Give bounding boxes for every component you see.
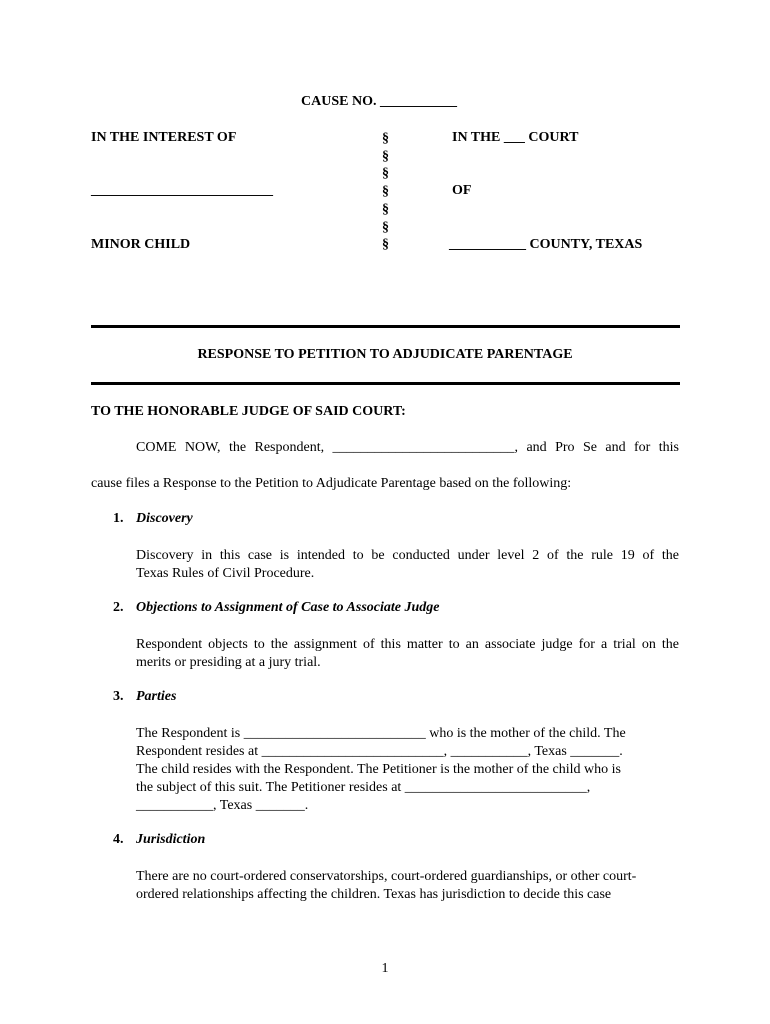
caption-of: OF	[452, 183, 472, 198]
section-heading-jurisdiction: Jurisdiction	[136, 832, 206, 847]
body-line: Texas Rules of Civil Procedure.	[136, 566, 315, 581]
title-rule-bottom	[91, 382, 680, 385]
caption-party-blank: __________________________	[91, 183, 273, 198]
body-line: Respondent objects to the assignment of this matter to an associate judge for a trial on the	[136, 637, 679, 652]
document-title: RESPONSE TO PETITION TO ADJUDICATE PARENTAGE	[197, 347, 573, 362]
caption-minor-child: MINOR CHILD	[91, 237, 191, 252]
salutation: TO THE HONORABLE JUDGE OF SAID COURT:	[91, 404, 406, 419]
section-body-objections	[136, 636, 679, 672]
caption-interest-of: IN THE INTEREST OF	[91, 130, 237, 145]
section-body-parties	[136, 725, 679, 815]
caption-court: IN THE ___ COURT	[452, 130, 579, 145]
body-line: ___________, Texas _______.	[136, 798, 309, 813]
body-line: merits or presiding at a jury trial.	[136, 655, 321, 670]
body-line: The Respondent is __________________________ who is the mother of the child. The	[136, 726, 626, 741]
intro-line-1: COME NOW, the Respondent, __________________________, and Pro Se and for this	[136, 440, 679, 455]
section-symbol: §	[382, 219, 389, 235]
section-number: 2.	[113, 600, 124, 615]
intro-line-2: cause files a Response to the Petition to Adjudicate Parentage based on the following:	[91, 476, 572, 491]
body-line: ordered relationships affecting the children. Texas has jurisdiction to decide this case	[136, 887, 612, 902]
title-rule-top	[91, 325, 680, 328]
body-line: There are no court-ordered conservatorships, court-ordered guardianships, or other court-	[136, 869, 637, 884]
section-heading-parties: Parties	[136, 689, 177, 704]
section-heading-objections: Objections to Assignment of Case to Associate Judge	[136, 600, 440, 615]
section-number: 4.	[113, 832, 124, 847]
body-line: the subject of this suit. The Petitioner resides at __________________________,	[136, 780, 591, 795]
body-line: The child resides with the Respondent. The Petitioner is the mother of the child who is	[136, 762, 621, 777]
section-symbol: §	[382, 131, 389, 146]
section-symbol: §	[382, 184, 389, 200]
cause-number: CAUSE NO. ___________	[301, 94, 457, 109]
section-heading-discovery: Discovery	[136, 511, 193, 526]
section-symbol: §	[382, 166, 389, 182]
section-symbol: §	[382, 201, 389, 217]
body-line: Discovery in this case is intended to be conducted under level 2 of the rule 19 of the	[136, 548, 679, 563]
page-number: 1	[381, 961, 389, 976]
section-symbol: §	[382, 148, 389, 164]
section-number: 1.	[113, 511, 124, 526]
caption-county: ___________ COUNTY, TEXAS	[449, 237, 643, 252]
section-symbol: §	[382, 237, 389, 253]
section-body-jurisdiction	[136, 868, 679, 904]
section-number: 3.	[113, 689, 124, 704]
section-symbols-column	[382, 130, 389, 254]
body-line: Respondent resides at __________________________, ___________, Texas _______.	[136, 744, 623, 759]
section-body-discovery	[136, 547, 679, 583]
